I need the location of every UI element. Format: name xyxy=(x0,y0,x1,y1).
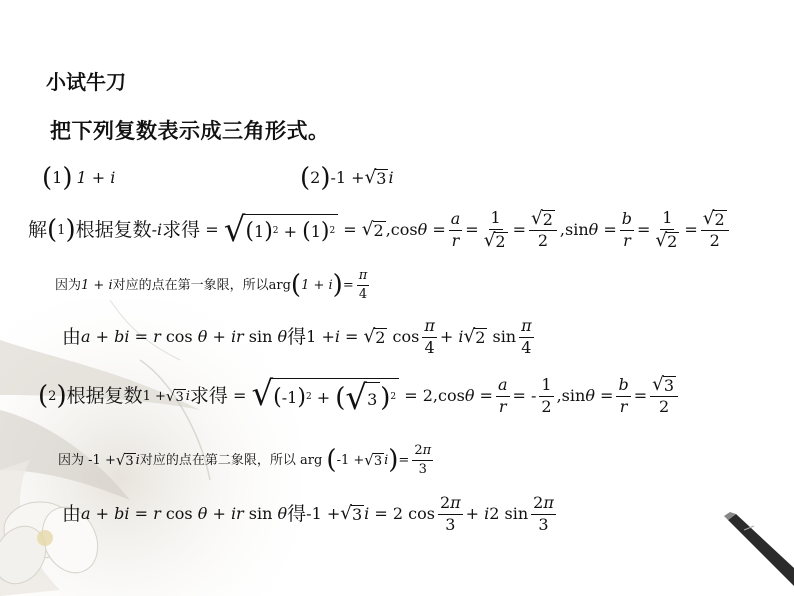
solution-2-quadrant: 因为 -1 + √ 3 i 对应的点在第二象限， 所以 arg ( -1 + √ 3 i ) = $\frac{2\pi}{3}$ xyxy=(58,442,432,477)
solution-1-result: 由 a + bi = r cos θ + ir sin θ 得 1 + i = √ 2 cos $\frac{\pi}{4}$ + i √ 2 sin $\frac{\pi}{4}$ xyxy=(62,315,532,357)
solution-2-modulus: ( 2 ) 根据复数 1 + √ 3 i 求得 = √ ( -1 ) 2 + ( √ 3 ) 2 = 2,cos θ = $\frac{a}{r}$ = - $\frac{1}{2}$ ,sin θ = $\frac{b}{r}$ = √ 3 2 xyxy=(38,368,681,424)
brush-pen-icon xyxy=(724,506,794,596)
section-title: 小试牛刀 xyxy=(46,70,126,94)
problem-1: ( 1 ) 1 + i xyxy=(42,163,116,193)
problem-2: ( 2 ) -1 + √ 3 i xyxy=(300,163,394,193)
solution-2-result: 由 a + bi = r cos θ + ir sin θ 得 -1 + √ 3 i = 2 cos $\frac{2\pi}{3}$ + i 2 sin $\frac{2\pi}{3}$ xyxy=(62,492,554,534)
solution-1-modulus: 解 ( 1 ) 根据复数 - i 求得 = √ ( 1 ) 2 + ( 1 ) 2 = √ 2 ,cos θ = $\frac{a}{r}$ = 1 √ 2 = √ 2 2 ,sin θ = $\frac{b}{r}$ = 1 √ 2 = √ 2 2 xyxy=(28,200,732,260)
exercise-instruction: 把下列复数表示成三角形式。 xyxy=(50,119,330,143)
solution-1-quadrant: 因为 1 + i 对应的点在第一象限，所以 arg ( 1 + i ) = $\frac{\pi}{4}$ xyxy=(55,267,368,302)
